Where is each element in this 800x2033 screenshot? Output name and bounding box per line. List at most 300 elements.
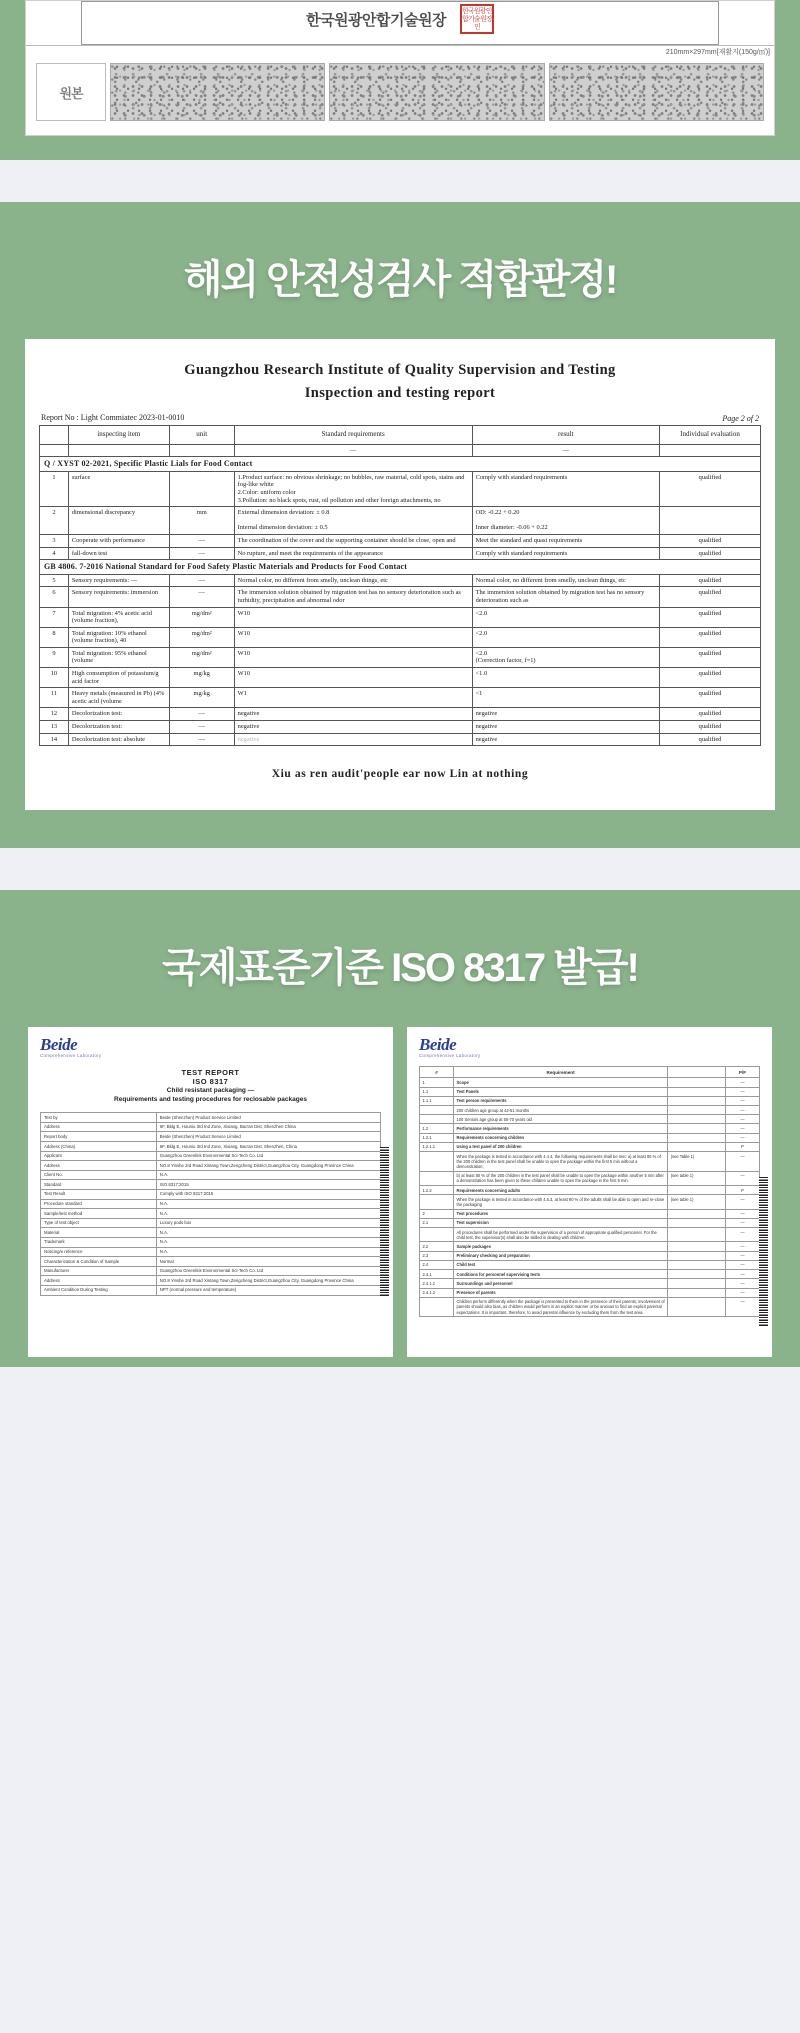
cell-note xyxy=(668,1297,726,1317)
table-row xyxy=(420,1078,760,1087)
beide-sublabel-left: Comprehensive Laboratory xyxy=(40,1053,102,1059)
cell-result: negative xyxy=(472,721,659,734)
cell-clause-number: 2.4 xyxy=(420,1260,454,1269)
cell-clause-number xyxy=(420,1228,454,1242)
report-footer-note: Xiu as ren audit'people ear now Lin at nothing xyxy=(271,768,529,781)
field-label: Manufacturer xyxy=(41,1266,157,1276)
field-value: NO.8 Yinshe 2rd Road Xintang Town,Zengcheng District,Guangzhou City, Guangdong Province China xyxy=(156,1276,380,1286)
cell-evaluation xyxy=(660,507,761,535)
cell-result: <1.0 xyxy=(472,668,659,688)
field-label: Noticing/e reference xyxy=(41,1247,157,1257)
cell-requirement-text: Test supervision xyxy=(454,1218,668,1227)
cell-requirement-text: Performance requirements xyxy=(454,1124,668,1133)
cell-standard: W10 xyxy=(234,647,472,667)
cell-standard: W10 xyxy=(234,627,472,647)
sample-photo-1 xyxy=(110,63,325,121)
beide-logo-right: Beide xyxy=(419,1035,457,1055)
cell-item: Total migration: 10% ethanol (volume fraction), 40 xyxy=(68,627,169,647)
cell-evaluation: qualified xyxy=(660,721,761,734)
cell-clause-number: 1.2.1 xyxy=(420,1133,454,1142)
table-row xyxy=(420,1228,760,1242)
cell-evaluation: qualified xyxy=(660,574,761,587)
cell-clause-number: 1.2 xyxy=(420,1124,454,1133)
cell-pass-fail: — xyxy=(725,1087,759,1096)
list-item xyxy=(41,1247,381,1257)
field-value: 6F, Bldg E, Houniu 3rd Ind Zone, Xixiang, Bao'an Dist, Shenzhen, China xyxy=(156,1142,380,1152)
cell-index: 7 xyxy=(40,607,69,627)
list-item xyxy=(41,1161,381,1171)
cell-item: Heavy metals (measured in Pb) (4% acetic acid (volume xyxy=(68,688,169,708)
sub-unit xyxy=(169,444,234,457)
beide-logo-left: Beide xyxy=(40,1035,78,1055)
table-row xyxy=(40,668,761,688)
list-item xyxy=(41,1180,381,1190)
table-row xyxy=(40,708,761,721)
iso-documents-row xyxy=(0,1027,800,1357)
field-label: Sample/test method xyxy=(41,1209,157,1219)
cell-result: negative xyxy=(472,733,659,746)
cell-clause-number: 2.4.1 xyxy=(420,1270,454,1279)
cell-unit: mg/kg xyxy=(169,668,234,688)
cell-pass-fail: — xyxy=(725,1209,759,1218)
table-row xyxy=(40,607,761,627)
field-value: N.A. xyxy=(156,1170,380,1180)
field-value: Luxury pods box xyxy=(156,1218,380,1228)
cell-requirement-text: b) at least 80 % of the 200 children in the test panel shall be unable to open the package within another 5 min after a demonstration has been given to these children unable to open the package in the first 5 min. xyxy=(454,1171,668,1185)
cell-pass-fail: — xyxy=(725,1078,759,1087)
cell-pass-fail: — xyxy=(725,1279,759,1288)
table-row xyxy=(420,1288,760,1297)
cell-item: Total migration: 95% ethanol (volume xyxy=(68,647,169,667)
cell-item: fall-down test xyxy=(68,547,169,560)
sample-photo-2 xyxy=(329,63,544,121)
cell-clause-number: 1.1 xyxy=(420,1087,454,1096)
field-value: Guangzhou Greenlink Environmental Sci-Tech Co. Ltd xyxy=(156,1266,380,1276)
cell-requirement-text: Test procedures xyxy=(454,1209,668,1218)
table-row xyxy=(420,1279,760,1288)
sub-result: — xyxy=(472,444,659,457)
list-item xyxy=(41,1113,381,1123)
field-label: Characterization & Condition of Sample xyxy=(41,1257,157,1267)
cell-clause-number xyxy=(420,1297,454,1317)
table-row xyxy=(40,547,761,560)
list-item xyxy=(41,1151,381,1161)
list-item xyxy=(41,1266,381,1276)
cell-standard: The immersion solution obtained by migration test has no sensory deterioration such as turbidity, precipitation and abnormal odor xyxy=(234,587,472,607)
field-value: N.A. xyxy=(156,1199,380,1209)
req-header-row xyxy=(420,1067,760,1078)
field-label: Address (China) xyxy=(41,1142,157,1152)
guangzhou-report-card xyxy=(25,339,775,810)
cell-standard: W10 xyxy=(234,607,472,627)
cell-pass-fail: — xyxy=(725,1133,759,1142)
cell-clause-number: 1.1.1 xyxy=(420,1096,454,1105)
cell-requirement-text: 100 Seniors age group at 50-70 years old xyxy=(454,1115,668,1124)
cell-note xyxy=(668,1260,726,1269)
panel-gap-2 xyxy=(0,848,800,890)
table-row xyxy=(420,1171,760,1185)
cell-evaluation: qualified xyxy=(660,534,761,547)
cell-pass-fail: — xyxy=(725,1171,759,1185)
cell-pass-fail: — xyxy=(725,1124,759,1133)
certificate-card xyxy=(25,0,775,136)
table-row xyxy=(40,574,761,587)
field-label: Address xyxy=(41,1276,157,1286)
cell-pass-fail: — xyxy=(725,1218,759,1227)
req-col-requirement: Requirement xyxy=(454,1067,668,1078)
cell-pass-fail: — xyxy=(725,1297,759,1317)
list-item xyxy=(41,1218,381,1228)
list-item xyxy=(41,1132,381,1142)
cell-clause-number xyxy=(420,1152,454,1172)
iso-heading-standard: ISO 8317 xyxy=(192,1077,229,1087)
cell-standard: External dimension deviation: ± 0.8 Internal dimension deviation: ± 0.5 xyxy=(234,507,472,535)
cell-index: 12 xyxy=(40,708,69,721)
field-label: Material xyxy=(41,1228,157,1238)
table-header-row xyxy=(40,426,761,445)
field-value: Comply with ISO 8317:2015 xyxy=(156,1189,380,1199)
cell-result: Comply with standard requirements xyxy=(472,471,659,506)
cell-note xyxy=(668,1218,726,1227)
field-label: Applicant xyxy=(41,1151,157,1161)
panel-overseas-safety xyxy=(0,202,800,848)
cell-index: 13 xyxy=(40,721,69,734)
cell-index: 2 xyxy=(40,507,69,535)
cell-evaluation: qualified xyxy=(660,471,761,506)
cell-requirement-text: Sample packages xyxy=(454,1242,668,1251)
cell-note xyxy=(668,1270,726,1279)
sample-photo-3 xyxy=(549,63,764,121)
iso-test-report-doc xyxy=(28,1027,393,1357)
cell-pass-fail: P xyxy=(725,1186,759,1195)
cell-standard: The coordination of the cover and the supporting container should be close, open and xyxy=(234,534,472,547)
cell-index: 6 xyxy=(40,587,69,607)
cell-clause-number: 2.4.1.2 xyxy=(420,1288,454,1297)
cell-requirement-text: 200 children age group at 42-51 months xyxy=(454,1106,668,1115)
cell-item: Decolorization test: absolute xyxy=(68,733,169,746)
cell-evaluation: qualified xyxy=(660,607,761,627)
section-heading-gb4806 xyxy=(40,560,761,575)
cell-requirement-text: Scope xyxy=(454,1078,668,1087)
cell-result: <1 xyxy=(472,688,659,708)
cell-result: Meet the standard and quasi requirements xyxy=(472,534,659,547)
panel-certificate-top xyxy=(0,0,800,160)
cell-item: surface xyxy=(68,471,169,506)
cell-item: Decolorization test: xyxy=(68,708,169,721)
cell-note xyxy=(668,1078,726,1087)
cell-result: Normal color, no different from smelly, unclean things, etc xyxy=(472,574,659,587)
cell-pass-fail: — xyxy=(725,1195,759,1209)
cell-note xyxy=(668,1096,726,1105)
inspection-results-table xyxy=(39,425,761,746)
cell-requirement-text: When the package is tested in accordance with 4.5.3, at least 90 % of the adults shall be able to open and re-close the packaging xyxy=(454,1195,668,1209)
field-label: Address xyxy=(41,1161,157,1171)
table-row xyxy=(420,1106,760,1115)
cell-standard: No rupture, and meet the requirements of the appearance xyxy=(234,547,472,560)
cell-standard: negative xyxy=(234,733,472,746)
cell-clause-number xyxy=(420,1106,454,1115)
list-item xyxy=(41,1122,381,1132)
table-row xyxy=(420,1087,760,1096)
col-index xyxy=(40,426,69,445)
cell-note xyxy=(668,1133,726,1142)
cell-standard: W10 xyxy=(234,668,472,688)
table-row xyxy=(420,1115,760,1124)
iso-report-heading xyxy=(46,1068,375,1104)
cell-unit xyxy=(169,471,234,506)
section-title-iso: 국제표준기준 ISO 8317 발급! xyxy=(162,946,638,991)
cell-requirement-text: Test person requirements xyxy=(454,1096,668,1105)
cell-requirement-text: Requirements concerning adults xyxy=(454,1186,668,1195)
table-row xyxy=(420,1096,760,1105)
cell-pass-fail: — xyxy=(725,1251,759,1260)
sub-index xyxy=(40,444,69,457)
cell-note xyxy=(668,1115,726,1124)
list-item xyxy=(41,1189,381,1199)
section-heading-gb4806-label: GB 4806. 7-2016 National Standard for Food Safety Plastic Materials and Products for Food Contact xyxy=(40,560,761,575)
cell-index: 8 xyxy=(40,627,69,647)
field-label: Trademark xyxy=(41,1237,157,1247)
cell-evaluation: qualified xyxy=(660,547,761,560)
req-col-note xyxy=(668,1067,726,1078)
cell-note xyxy=(668,1186,726,1195)
cell-evaluation: qualified xyxy=(660,668,761,688)
barcode-strip-right xyxy=(759,1177,768,1327)
cell-clause-number xyxy=(420,1195,454,1209)
cell-item: Decolorization test: xyxy=(68,721,169,734)
table-subheader-row xyxy=(40,444,761,457)
cell-pass-fail: — xyxy=(725,1096,759,1105)
table-row xyxy=(40,534,761,547)
cell-requirement-text: Using a test panel of 200 children xyxy=(454,1142,668,1151)
cell-unit: — xyxy=(169,708,234,721)
cell-note xyxy=(668,1087,726,1096)
field-label: Test Result xyxy=(41,1189,157,1199)
field-value: ISO 8317:2015 xyxy=(156,1180,380,1190)
col-inspecting-item: inspecting item xyxy=(68,426,169,445)
cell-clause-number: 2.2 xyxy=(420,1242,454,1251)
field-label: Standard xyxy=(41,1180,157,1190)
table-row xyxy=(420,1251,760,1260)
table-row xyxy=(420,1242,760,1251)
cell-result: OD: -0.22 + 0.20 Inner diameter: -0.06 + 0.22 xyxy=(472,507,659,535)
cell-result: The immersion solution obtained by migration test has no sensory deterioration such as xyxy=(472,587,659,607)
cell-pass-fail: P xyxy=(725,1142,759,1151)
cell-clause-number xyxy=(420,1171,454,1185)
table-row xyxy=(40,721,761,734)
list-item xyxy=(41,1199,381,1209)
report-no-label: Report No : xyxy=(41,413,79,422)
report-meta-row xyxy=(39,413,761,425)
table-row xyxy=(420,1124,760,1133)
cell-pass-fail: — xyxy=(725,1270,759,1279)
field-label: Test by xyxy=(41,1113,157,1123)
table-row xyxy=(40,647,761,667)
cell-clause-number: 2.4.1.1 xyxy=(420,1279,454,1288)
cell-evaluation: qualified xyxy=(660,587,761,607)
cell-note: (see table 1) xyxy=(668,1171,726,1185)
cell-result: <2.0 xyxy=(472,607,659,627)
cell-requirement-text: When the package is tested in accordance with 4.4.4, the following requirements shall be met: a) at least 85 % of the 200 children in the test panel shall be unable to open the package within the first 5 min without a demonstration; xyxy=(454,1152,668,1172)
cell-clause-number xyxy=(420,1115,454,1124)
table-row xyxy=(40,471,761,506)
cell-note xyxy=(668,1242,726,1251)
cell-requirement-text: Surroundings and personnel xyxy=(454,1279,668,1288)
table-row xyxy=(40,507,761,535)
cell-requirement-text: Requirements concerning children xyxy=(454,1133,668,1142)
table-row xyxy=(420,1270,760,1279)
cell-item: Cooperate with performance xyxy=(68,534,169,547)
cell-evaluation: qualified xyxy=(660,708,761,721)
official-seal-stamp: 한국원광 안합기술 원장인 xyxy=(460,4,494,34)
cell-pass-fail: — xyxy=(725,1260,759,1269)
table-row xyxy=(420,1152,760,1172)
cell-pass-fail: — xyxy=(725,1288,759,1297)
cell-unit: mg/dm² xyxy=(169,607,234,627)
cell-note: (see Table 1) xyxy=(668,1152,726,1172)
cell-result: negative xyxy=(472,708,659,721)
issuing-organization: 한국원광안합기술원장 xyxy=(306,12,446,29)
cell-standard: Normal color, no different from smelly, unclean things, etc xyxy=(234,574,472,587)
cell-pass-fail: — xyxy=(725,1106,759,1115)
panel-gap-1 xyxy=(0,160,800,202)
cell-evaluation: qualified xyxy=(660,733,761,746)
cell-clause-number: 1 xyxy=(420,1078,454,1087)
cell-index: 14 xyxy=(40,733,69,746)
cell-note xyxy=(668,1209,726,1218)
cell-evaluation: qualified xyxy=(660,627,761,647)
list-item xyxy=(41,1276,381,1286)
cell-note: (see table 1) xyxy=(668,1195,726,1209)
report-title-line2: Inspection and testing report xyxy=(304,385,496,401)
col-individual-evaluation: Individual evaluation xyxy=(660,426,761,445)
cell-index: 5 xyxy=(40,574,69,587)
sub-standard: — xyxy=(234,444,472,457)
cell-requirement-text: Child test xyxy=(454,1260,668,1269)
field-value: N.A. xyxy=(156,1209,380,1219)
cell-index: 4 xyxy=(40,547,69,560)
iso-requirements-table xyxy=(419,1066,760,1317)
field-value: NO.8 Yinshe 2rd Road Xintang Town,Zengcheng District,Guangzhou City, Guangdong Province China xyxy=(156,1161,380,1171)
barcode-strip-left xyxy=(380,1147,389,1297)
cell-note xyxy=(668,1288,726,1297)
iso-metadata-table xyxy=(40,1112,381,1295)
sample-photo-row xyxy=(26,57,774,125)
certificate-inner-frame xyxy=(81,1,719,45)
col-result: result xyxy=(472,426,659,445)
section-title-overseas-safety: 해외 안전성검사 적합판정! xyxy=(183,258,617,302)
field-value: N.A. xyxy=(156,1247,380,1257)
cell-index: 1 xyxy=(40,471,69,506)
cell-note xyxy=(668,1279,726,1288)
cell-unit: mg/dm² xyxy=(169,627,234,647)
cell-item: High consumption of potassium/g acid factor xyxy=(68,668,169,688)
cell-note xyxy=(668,1251,726,1260)
field-label: Type of test object xyxy=(41,1218,157,1228)
cell-pass-fail: — xyxy=(725,1152,759,1172)
cell-unit: — xyxy=(169,587,234,607)
list-item xyxy=(41,1285,381,1295)
cell-requirement-text: Children perform differently when the package is presented to them in the presence of their parents; involvement of parents should also bias, as children would perform in an explicit manner or be anxious to find an explicit parental expectations. It is important, therefore, to avoid parental influence by excluding them from the test area. xyxy=(454,1297,668,1317)
table-row xyxy=(40,627,761,647)
field-value: N.A. xyxy=(156,1228,380,1238)
cell-standard: negative xyxy=(234,721,472,734)
sub-eval xyxy=(660,444,761,457)
cell-item: Sensory requirements: — xyxy=(68,574,169,587)
section-heading-qxyst xyxy=(40,457,761,472)
table-row xyxy=(420,1142,760,1151)
table-row xyxy=(420,1297,760,1317)
field-label: Report body xyxy=(41,1132,157,1142)
cell-standard: 1.Product surface: no obvious shrinkage; no bubbles, raw material, cold spots, stains and fog-like white 2.Color: uniform color 3.Pollution: no black spots, rust, oil pollution and other foreign attachments, no xyxy=(234,471,472,506)
cell-unit: mg/kg xyxy=(169,688,234,708)
field-value: Beide (Shenzhen) Product Service Limited xyxy=(156,1132,380,1142)
cell-unit: mg/dm² xyxy=(169,647,234,667)
table-row xyxy=(40,733,761,746)
field-label: Client No. xyxy=(41,1170,157,1180)
req-col-num: # xyxy=(420,1067,454,1078)
cell-evaluation: qualified xyxy=(660,688,761,708)
table-row xyxy=(420,1133,760,1142)
list-item xyxy=(41,1170,381,1180)
cell-result: <2.0 (Correction factor, f=1) xyxy=(472,647,659,667)
sub-item xyxy=(68,444,169,457)
iso-requirements-doc xyxy=(407,1027,772,1357)
field-value: Beide (Shenzhen) Product Service Limited xyxy=(156,1113,380,1123)
table-row xyxy=(420,1260,760,1269)
report-title-line1: Guangzhou Research Institute of Quality Supervision and Testing xyxy=(184,362,616,378)
cell-requirement-text: Presence of parents xyxy=(454,1288,668,1297)
cell-note xyxy=(668,1106,726,1115)
cell-standard: negative xyxy=(234,708,472,721)
cell-index: 9 xyxy=(40,647,69,667)
cell-clause-number: 1.2.2 xyxy=(420,1186,454,1195)
cell-pass-fail: — xyxy=(725,1242,759,1251)
table-body xyxy=(40,457,761,746)
cell-clause-number: 2.1 xyxy=(420,1218,454,1227)
report-page-number: Page 2 of 2 xyxy=(722,414,759,423)
cell-result: <2.0 xyxy=(472,627,659,647)
table-row xyxy=(40,587,761,607)
cell-index: 11 xyxy=(40,688,69,708)
beide-sublabel-right: Comprehensive Laboratory xyxy=(419,1053,481,1059)
panel-iso-8317 xyxy=(0,890,800,1367)
cell-item: Total migration: 4% acetic acid (volume fraction), xyxy=(68,607,169,627)
cell-clause-number: 2.3 xyxy=(420,1251,454,1260)
cell-note xyxy=(668,1124,726,1133)
list-item xyxy=(41,1209,381,1219)
cell-index: 10 xyxy=(40,668,69,688)
field-value: NPT (normal pressure and temperature) xyxy=(156,1285,380,1295)
cell-requirement-text: Preliminary checking and preparation xyxy=(454,1251,668,1260)
cell-pass-fail: — xyxy=(725,1115,759,1124)
iso-heading-scope: Requirements and testing procedures for reclosable packages xyxy=(114,1096,307,1104)
table-row xyxy=(420,1195,760,1209)
cell-clause-number: 1.2.1.1 xyxy=(420,1142,454,1151)
field-value: Normal xyxy=(156,1257,380,1267)
field-label: Address xyxy=(41,1122,157,1132)
cell-unit: — xyxy=(169,721,234,734)
field-value: Guangzhou Greenlink Environmental Sci-Tech Co. Ltd xyxy=(156,1151,380,1161)
cell-evaluation: qualified xyxy=(660,647,761,667)
list-item xyxy=(41,1142,381,1152)
cell-note xyxy=(668,1228,726,1242)
cell-index: 3 xyxy=(40,534,69,547)
table-row xyxy=(420,1209,760,1218)
cell-clause-number: 2 xyxy=(420,1209,454,1218)
paper-spec-note: 210mm×297mm[재활지(150g/㎡)] xyxy=(26,45,774,57)
iso-heading-subject: Child resistant packaging — xyxy=(166,1087,255,1095)
